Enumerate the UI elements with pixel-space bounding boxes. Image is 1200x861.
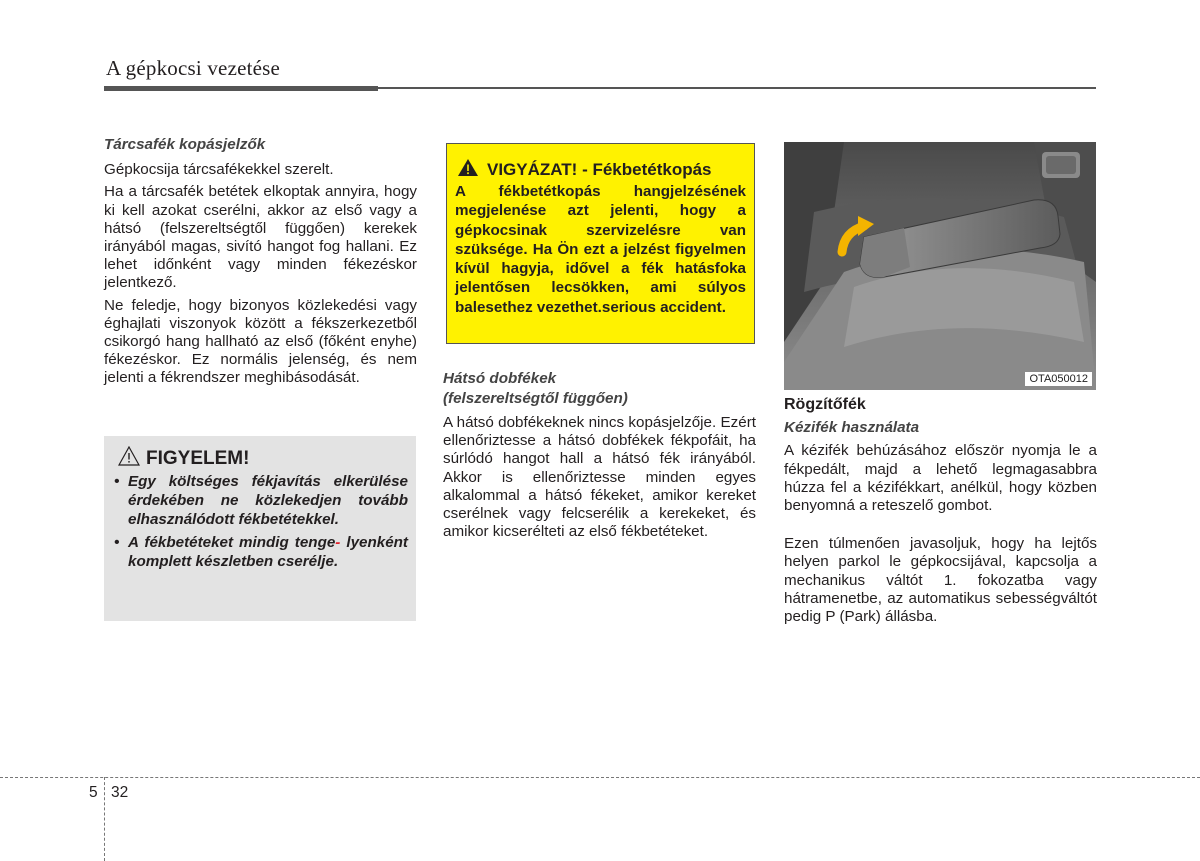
caution-title: VIGYÁZAT! - Fékbetétkopás	[487, 160, 712, 179]
column-middle	[443, 369, 756, 544]
paragraph: Gépkocsija tárcsafékekkel szerelt.	[104, 161, 334, 179]
parking-brake-photo	[784, 142, 1096, 390]
list-item: • Egy költséges fékjavítás elkerülése érdekében ne közlekedjen tovább elhasználódott fékbetétekkel.	[114, 473, 408, 528]
paragraph: Ha a tárcsafék betétek elkoptak annyira, hogy ki kell azokat cserélni, akkor az első vagy a hátsó (felszereltségtől függően) kerekek irányából magas, sivító hangot fog hallani. Ez lehet időnként vagy minden fékezéskor jelentkező.	[104, 183, 417, 292]
paragraph: Ezen túlmenően javasoljuk, hogy ha lejtős helyen parkol le gépkocsijával, kapcsolja a mechanikus váltót 1. fokozatba vagy hátramenetbe, az automatikus sebességváltót pedig P (Park) állásba.	[784, 535, 1097, 626]
warning-triangle-icon	[118, 446, 140, 471]
page-number: 32	[111, 784, 129, 801]
warning-filled-icon	[457, 158, 479, 182]
section-heading-equipment-note: (felszereltségtől függően)	[443, 390, 628, 407]
caution-box	[446, 143, 755, 344]
column-right	[784, 396, 1097, 629]
header-rule	[104, 86, 1096, 91]
section-heading-parking-brake: Rögzítőfék	[784, 396, 866, 413]
notice-header	[118, 446, 249, 471]
caution-header	[457, 158, 712, 182]
section-subheading-hand-brake: Kézifék használata	[784, 419, 920, 437]
section-heading-disc-brake-wear: Tárcsafék kopásjelzők	[104, 136, 266, 153]
list-item: • A fékbetéteket mindig tenge- lyenként komplett készletben cserélje.	[114, 534, 408, 570]
section-heading-drum-brakes: Hátsó dobfékek	[443, 370, 557, 387]
column-left	[104, 136, 417, 391]
page-header-title: A gépkocsi vezetése	[106, 56, 281, 80]
footer-divider	[104, 777, 105, 861]
section-number: 5	[89, 784, 98, 801]
notice-box	[104, 436, 416, 621]
notice-list	[114, 472, 408, 575]
figure-code: OTA050012	[1025, 372, 1092, 386]
notice-title: FIGYELEM!	[146, 447, 250, 469]
paragraph: Ne feledje, hogy bizonyos közlekedési vagy éghajlati viszonyok között a fékszerkezetből csikorgó hang hallható az első (főként enyhe) fékezéskor. Ez normális jelenség, és nem jelenti a fékrendszer meghibásodását.	[104, 296, 417, 387]
paragraph: A hátsó dobfékeknek nincs kopásjelzője. Ezért ellenőriztesse a hátsó dobfékek fékpofáit, ha súrlódó hangot hall a hátsó fék irányából. Akkor is ellenőriztesse minden egyes alkalommal a hátsó fékeket, amikor kereket cserélnek vagy felcserélik a kerekeket, és amikor kicserélteti az első fékbetéteket.	[443, 414, 756, 541]
caution-text: A fékbetétkopás hangjelzésének megjelenése azt jelenti, hogy a gépkocsinak szervizelésre van szüksége. Ha Ön ezt a jelzést figyelmen kívül hagyja, idővel a fék hatásfoka jelentősen lecsökken, ami súlyos balesethez vezethet.serious accident.	[455, 183, 746, 316]
footer-rule	[0, 777, 1200, 778]
paragraph: A kézifék behúzásához először nyomja le a fékpedált, majd a lehető legmagasabbra húzza fel a kézifékkart, anélkül, hogy közben benyomná a reteszelő gombot.	[784, 442, 1097, 515]
